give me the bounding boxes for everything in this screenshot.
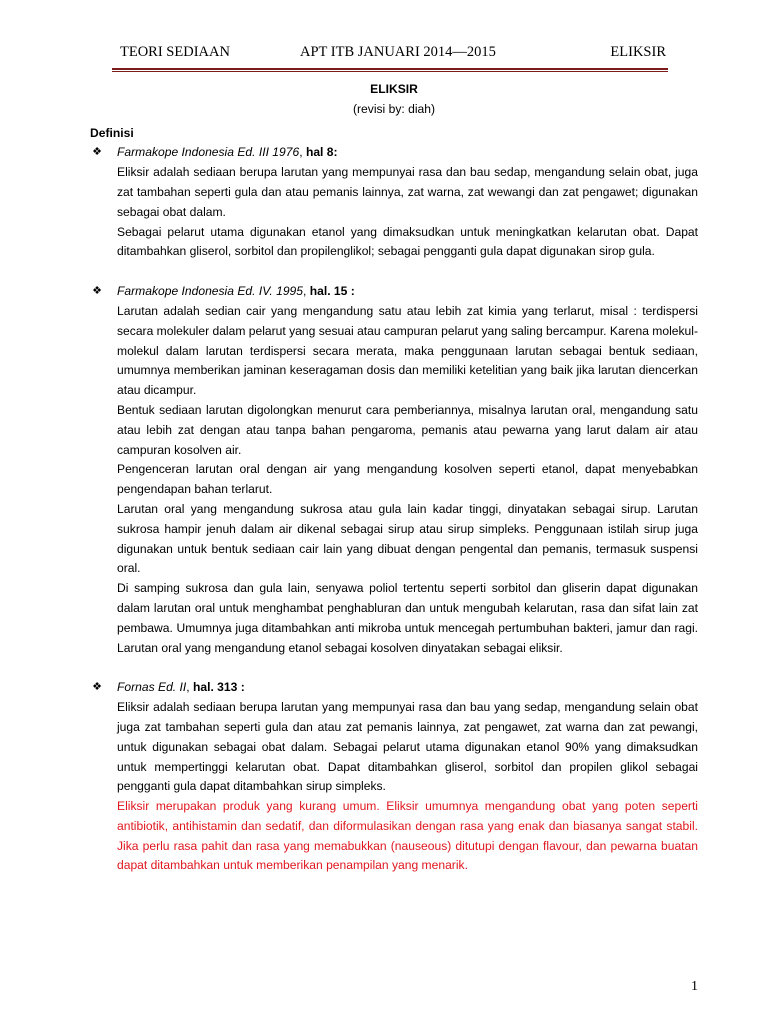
highlighted-paragraph: Eliksir merupakan produk yang kurang umum. Eliksir umumnya mengandung obat yang poten seperti antibiotik, antihistamin dan sedatif, dan diformulasikan dengan rasa yang enak dan biasanya sangat stabil. Jika perlu rasa pahit dan rasa yang memabukkan (nauseous) ditutupi dengan flavour, dan pewarna buatan dapat ditambahkan untuk memberikan penampilan yang menarik. — [117, 799, 698, 873]
page-number: 1 — [691, 979, 698, 994]
paragraph: Bentuk sediaan larutan digolongkan menurut cara pemberiannya, misalnya larutan oral, mengandung satu atau lebih zat dengan atau tanpa bahan pengaroma, pemanis atau pewarna yang larut dalam air atau campuran kosolven air. — [117, 402, 698, 457]
reference-separator: , — [186, 680, 193, 695]
paragraph: Pengenceran larutan oral dengan air yang mengandung kosolven seperti etanol, dapat menyebabkan pengendapan bahan terlarut. — [117, 462, 698, 497]
reference-source: Farmakope Indonesia Ed. III 1976 — [117, 145, 300, 160]
diamond-cross-bullet-icon: ❖ — [92, 146, 102, 159]
document-body — [90, 80, 698, 876]
document-title: ELIKSIR — [370, 82, 418, 96]
paragraph: Eliksir adalah sediaan berupa larutan yang mempunyai rasa dan bau sedap, mengandung selain obat, juga zat tambahan seperti gula dan atau pemanis lainnya, zat warna, zat wewangi dan zat pengawet; digunakan sebagai obat dalam. — [117, 165, 698, 219]
paragraph: Larutan adalah sedian cair yang mengandung satu atau lebih zat kimia yang terlarut, misal : terdispersi secara molekuler dalam pelarut yang sesuai atau campuran pelarut yang saling bercampur. Karena molekul-molekul dalam larutan terdispersi secara merata, maka penggunaan larutan sebagai bentuk sediaan, umumnya memberikan jaminan keseragaman dosis dan memiliki ketelitian yang baik jika larutan diencerkan atau dicampur. — [117, 303, 698, 398]
diamond-cross-bullet-icon: ❖ — [92, 681, 102, 694]
paragraph: Larutan oral yang mengandung sukrosa atau gula lain kadar tinggi, dinyatakan sebagai sirup. Larutan sukrosa hampir jenuh dalam air dikenal sebagai sirup atau sirup simpleks. Penggunaan istilah sirup juga digunakan untuk bentuk sediaan cair lain yang dibuat dengan pengental dan pemanis, termasuk suspensi oral. — [117, 501, 698, 576]
reference-title — [90, 282, 698, 302]
header-rule-thin — [112, 71, 668, 72]
section-heading-definisi: Definisi — [90, 125, 134, 140]
header-rule-thick — [112, 68, 668, 70]
reference-source: Farmakope Indonesia Ed. IV. 1995 — [117, 284, 303, 299]
reference-page: hal. 15 : — [309, 284, 355, 299]
reference-block — [90, 143, 698, 262]
reference-body — [90, 302, 698, 658]
reference-page: hal. 313 : — [192, 680, 245, 695]
diamond-cross-bullet-icon: ❖ — [92, 285, 102, 298]
reference-source: Fornas Ed. II — [117, 680, 187, 695]
reference-body — [90, 698, 698, 876]
reference-separator: , — [303, 284, 310, 299]
reference-title — [90, 143, 698, 163]
reference-block — [90, 678, 698, 876]
page-header — [112, 44, 666, 66]
header-left-text: TEORI SEDIAAN — [120, 44, 230, 60]
reference-body — [90, 163, 698, 262]
paragraph: Eliksir adalah sediaan berupa larutan yang mempunyai rasa dan bau yang sedap, mengandung selain obat juga zat tambahan seperti gula dan atau zat pemanis lainnya, zat pengawet, zat warna dan zat pewangi, untuk digunakan sebagai obat dalam. Sebagai pelarut utama digunakan etanol 90% yang dimaksudkan untuk mempertinggi kelarutan obat. Dapat ditambahkan gliserol, sorbitol dan propilen glikol sebagai pengganti gula dapat ditambahkan sirup simpleks. — [117, 700, 698, 794]
reference-page: hal 8: — [305, 145, 338, 160]
header-center-text: APT ITB JANUARI 2014—2015 — [300, 44, 496, 60]
reference-title — [90, 678, 698, 698]
reference-separator: , — [299, 145, 306, 160]
document-subtitle: (revisi by: diah) — [353, 101, 435, 116]
paragraph: Di samping sukrosa dan gula lain, senyawa poliol tertentu seperti sorbitol dan gliserin dapat digunakan dalam larutan oral untuk menghambat penghabluran dan untuk mengubah kelarutan, rasa dan sifat lain zat pembawa. Umumnya juga ditambahkan anti mikroba untuk mencegah pertumbuhan bakteri, jamur dan ragi. Larutan oral yang mengandung etanol sebagai kosolven dinyatakan sebagai eliksir. — [117, 581, 698, 655]
reference-block — [90, 282, 698, 658]
header-right-text: ELIKSIR — [610, 44, 666, 60]
paragraph: Sebagai pelarut utama digunakan etanol yang dimaksudkan untuk meningkatkan kelarutan obat. Dapat ditambahkan gliserol, sorbitol dan propilenglikol; sebagai pengganti gula dapat digunakan sirop gula. — [117, 224, 698, 259]
